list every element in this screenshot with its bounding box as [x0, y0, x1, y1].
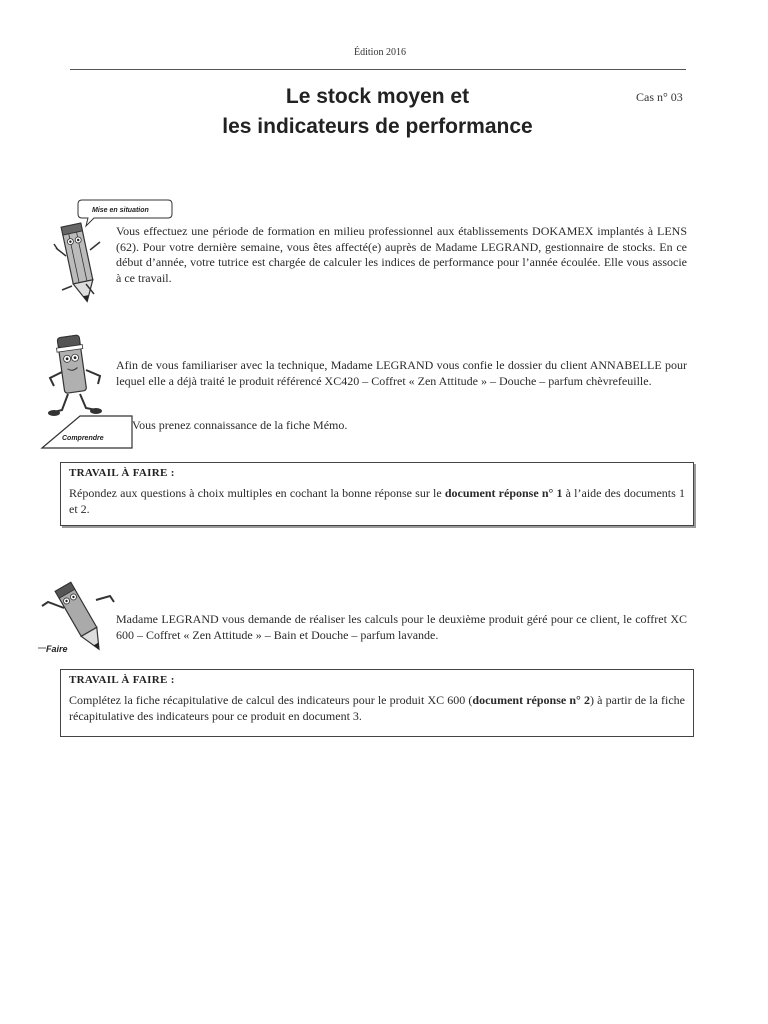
faire-text: Madame LEGRAND vous demande de réaliser les calculs pour le deuxième produit géré pour ce client, le coffret XC 600 – Coffret « Zen Attitude » – Bain et Douche – parfum lavande. — [116, 612, 687, 642]
document-reference: document réponse n° 2 — [472, 693, 590, 707]
page-title — [150, 82, 605, 142]
task-text-part: ) à partir de la fiche récapitulative des indicateurs pour ce produit en document 3. — [69, 693, 686, 723]
pencil-mascot-icon — [36, 578, 126, 658]
task-text-part: Répondez aux questions à choix multiples en cochant la bonne réponse sur le — [69, 486, 445, 500]
task-text — [69, 486, 685, 517]
faire-label: Faire — [46, 644, 68, 654]
mise-en-situation-text: Vous effectuez une période de formation en milieu professionnel aux établissements DOKAMEX implantés à LENS (62). Pour votre dernière semaine, vous êtes affecté(e) auprès de Madame LEGRAND, gestionnaire de stocks. En ce début d’année, votre tutrice est chargée de calculer les indices de performance pour l’année écoulée. Elle vous associe à ce travail. — [116, 224, 687, 285]
task-box-2 — [60, 669, 694, 737]
task-box-1 — [60, 462, 694, 526]
case-number: Cas n° 03 — [636, 90, 683, 104]
mise-en-situation-label: Mise en situation — [92, 207, 149, 214]
edition-label: Édition 2016 — [354, 47, 406, 58]
task-text-part: Complétez la fiche récapitulative de calcul des indicateurs pour le produit XC 600 ( — [69, 693, 473, 707]
task-text-part: à l’aide des documents 1 et 2. — [69, 486, 685, 516]
comprendre-label: Comprendre — [62, 435, 104, 442]
task-text — [69, 693, 685, 724]
task-heading: TRAVAIL À FAIRE : — [69, 674, 175, 686]
pencil-mascot-icon — [40, 332, 150, 452]
header-rule — [70, 69, 686, 70]
document-reference: document réponse n° 1 — [444, 486, 563, 500]
task-heading: TRAVAIL À FAIRE : — [69, 467, 175, 479]
comprendre-memo-text: Vous prenez connaissance de la fiche Mémo. — [132, 418, 348, 432]
page-title-line-1: Le stock moyen et — [285, 85, 470, 108]
comprendre-text: Afin de vous familiariser avec la technique, Madame LEGRAND vous confie le dossier du client ANNABELLE pour lequel elle a déjà traité le produit référencé XC420 – Coffret « Zen Attitude » – Douche – parfum chèvrefeuille. — [116, 358, 687, 388]
page-title-line-2: les indicateurs de performance — [222, 115, 533, 138]
